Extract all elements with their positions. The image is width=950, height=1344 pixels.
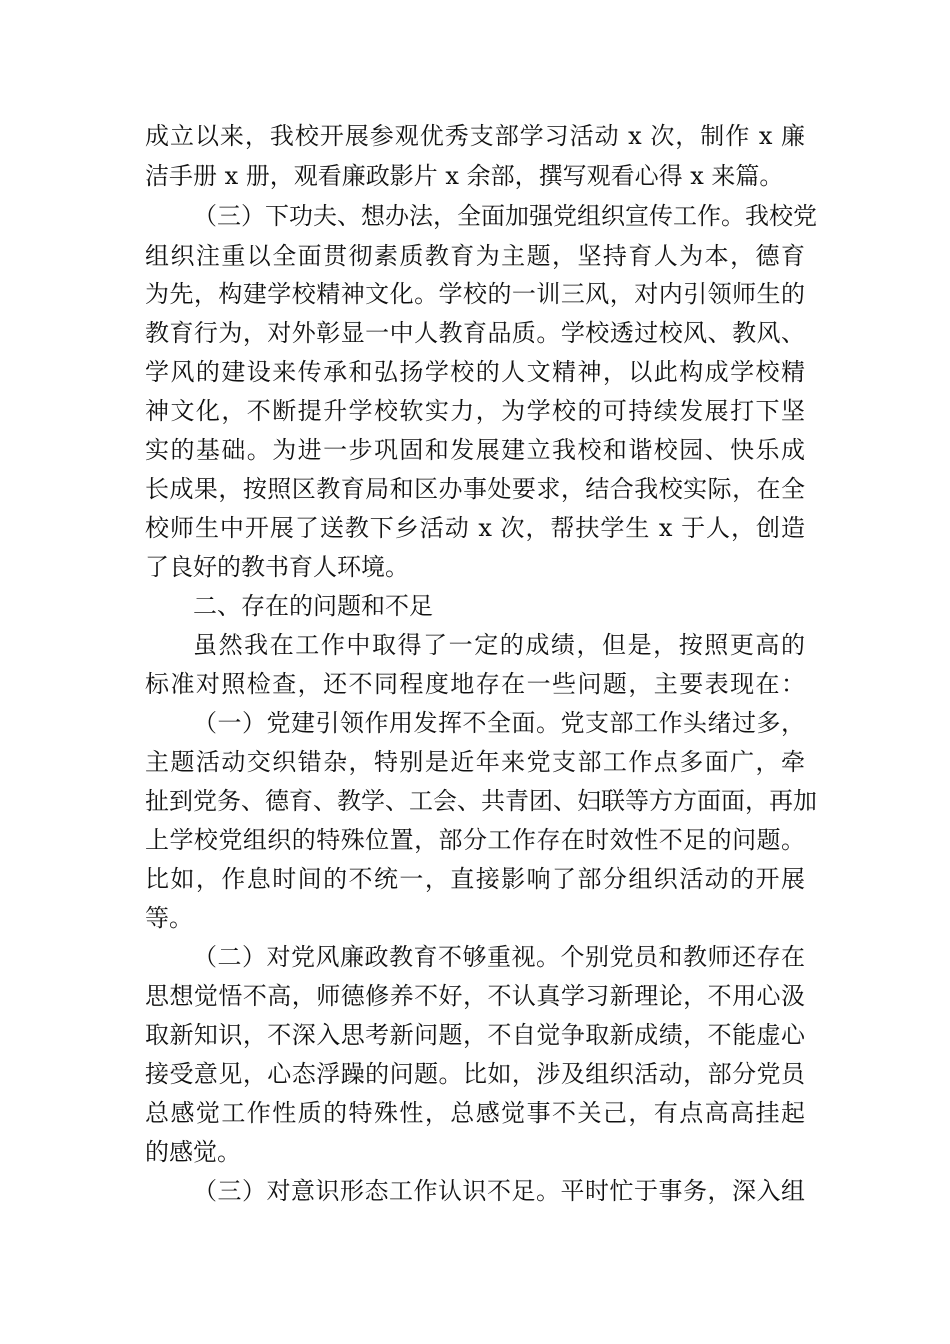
paragraph-line: 思想觉悟不高，师德修养不好，不认真学习新理论，不用心汲 [145,982,805,1010]
paragraph-line: （一）党建引领作用发挥不全面。党支部工作头绪过多， [193,709,805,737]
paragraph-line: 接受意见，心态浮躁的问题。比如，涉及组织活动，部分党员 [145,1060,805,1088]
paragraph-line: 神文化，不断提升学校软实力，为学校的可持续发展打下坚 [145,397,805,425]
paragraph-line: 学风的建设来传承和弘扬学校的人文精神，以此构成学校精 [145,358,805,386]
paragraph-line: 了良好的教书育人环境。 [145,553,409,581]
paragraph-line: 虽然我在工作中取得了一定的成绩，但是，按照更高的 [193,631,805,659]
paragraph-line: 组织注重以全面贯彻素质教育为主题，坚持育人为本，德育 [145,242,805,270]
paragraph-line: 总感觉工作性质的特殊性，总感觉事不关己，有点高高挂起 [145,1099,805,1127]
section-heading: 二、存在的问题和不足 [193,592,433,620]
paragraph-line: 等。 [145,904,193,932]
paragraph-line: 为先，构建学校精神文化。学校的一训三风，对内引领师生的 [145,280,805,308]
paragraph-line: 标准对照检查，还不同程度地存在一些问题，主要表现在： [145,670,805,698]
paragraph-line: （三）下功夫、想办法，全面加强党组织宣传工作。我校党 [193,202,817,230]
paragraph-line: 比如，作息时间的不统一，直接影响了部分组织活动的开展 [145,865,805,893]
paragraph-line: 洁手册 x 册，观看廉政影片 x 余部，撰写观看心得 x 来篇。 [145,162,784,190]
paragraph-line: 上学校党组织的特殊位置，部分工作存在时效性不足的问题。 [145,826,805,854]
paragraph-line: 成立以来，我校开展参观优秀支部学习活动 x 次，制作 x 廉 [145,122,805,150]
paragraph-line: 的感觉。 [145,1138,241,1166]
paragraph-line: 取新知识，不深入思考新问题，不自觉争取新成绩，不能虚心 [145,1021,805,1049]
paragraph-line: （二）对党风廉政教育不够重视。个别党员和教师还存在 [193,943,805,971]
paragraph-line: 实的基础。为进一步巩固和发展建立我校和谐校园、快乐成 [145,436,805,464]
paragraph-line: 教育行为，对外彰显一中人教育品质。学校透过校风、教风、 [145,319,805,347]
paragraph-line: 长成果，按照区教育局和区办事处要求，结合我校实际，在全 [145,475,805,503]
paragraph-line: 校师生中开展了送教下乡活动 x 次，帮扶学生 x 于人，创造 [145,514,805,542]
paragraph-line: （三）对意识形态工作认识不足。平时忙于事务，深入组 [193,1177,805,1205]
paragraph-line: 主题活动交织错杂，特别是近年来党支部工作点多面广，牵 [145,748,805,776]
paragraph-line: 扯到党务、德育、教学、工会、共青团、妇联等方方面面，再加 [145,787,817,815]
